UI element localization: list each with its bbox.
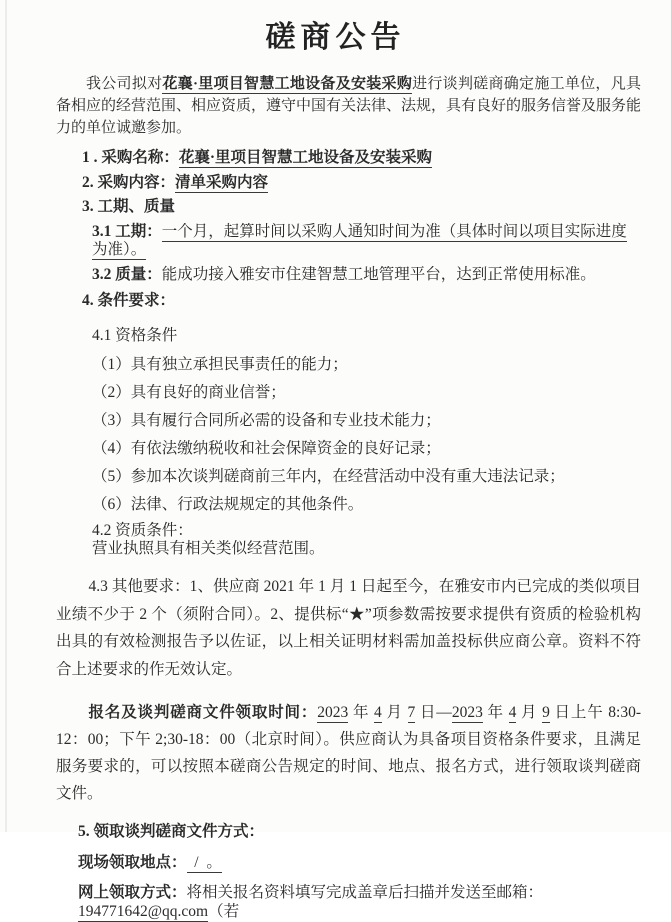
purchase-content-value: 清单采购内容 xyxy=(175,174,269,191)
pickup-end-day: 9 xyxy=(542,703,550,721)
purchase-content-label: 2. 采购内容： xyxy=(82,174,176,191)
intro-post-text: 进行谈判磋商确定施工单位，凡具备相应的经营范围、相应资质，遵守中国有关法律、法规，具有良好的服务信誉及服务能力的单位诚邀参加。 xyxy=(56,76,642,136)
pickup-method-heading: 5. 领取谈判磋商文件方式： xyxy=(78,823,265,840)
credential-value: 营业执照具有相关类似经营范围。 xyxy=(92,540,325,557)
online-pickup-instruction: 将相关报名资料填写完成盖章后扫描并发送至邮箱： xyxy=(186,884,544,901)
onsite-pickup-line xyxy=(56,853,641,872)
quality-item xyxy=(56,266,641,284)
page-title: 磋商公告 xyxy=(265,21,406,54)
pickup-end-month: 4 xyxy=(508,703,517,721)
qualification-item-2: （2）具有良好的商业信誉； xyxy=(92,384,286,401)
quality-value: 能成功接入雅安市住建智慧工地管理平台，达到正常使用标准。 xyxy=(161,266,596,283)
intro-project-name: 花襄·里项目智慧工地设备及安装采购 xyxy=(162,76,413,92)
other-requirements-paragraph xyxy=(56,573,641,683)
credential-heading: 4.2 资质条件： xyxy=(92,522,193,539)
online-pickup-email: 194771642@qq.com xyxy=(78,903,209,920)
qualification-item-6: （6）法律、行政法规规定的其他条件。 xyxy=(92,496,364,513)
purchase-content-item xyxy=(56,173,641,192)
schedule-label: 3.1 工期： xyxy=(92,223,162,240)
pickup-time-label: 报名及谈判磋商文件领取时间： xyxy=(88,703,318,721)
scan-edge-artifact xyxy=(5,0,7,832)
online-pickup-line xyxy=(56,883,641,921)
qualification-item-4: （4）有依法缴纳税收和社会保障资金的良好记录； xyxy=(92,440,441,457)
onsite-pickup-value: / 。 xyxy=(186,854,222,871)
purchase-name-item xyxy=(56,148,641,167)
pickup-time-tail: 日上午 8:30-12：00；下午 2;30-18：00（北京时间）。供应商认为具备项目资格条件要求，且满足服务要求的，可以按照本磋商公告规定的时间、地点、报名方式，进行领取谈判磋商文件。 xyxy=(56,703,641,802)
pickup-start-day: 7 xyxy=(407,703,416,721)
online-pickup-post: （若 xyxy=(208,903,240,920)
purchase-name-value: 花襄·里项目智慧工地设备及安装采购 xyxy=(178,149,433,166)
pickup-text: 月 xyxy=(516,703,543,721)
online-pickup-label: 网上领取方式： xyxy=(78,884,187,901)
qualification-item-1: （1）具有独立承担民事责任的能力； xyxy=(92,356,348,373)
qualification-heading: 4.1 资格条件 xyxy=(92,327,178,344)
pickup-text: 年 xyxy=(348,703,374,721)
pickup-time-paragraph xyxy=(56,699,641,807)
pickup-end-year: 2023 xyxy=(451,703,483,721)
schedule-item xyxy=(56,223,641,259)
pickup-text: 月 xyxy=(381,703,408,721)
schedule-value: 一个月，起算时间以采购人通知时间为准（具体时间以项目实际进度为准）。 xyxy=(92,223,627,258)
other-requirements-label: 4.3 其他要求： xyxy=(88,578,190,595)
pickup-start-month: 4 xyxy=(374,703,382,721)
onsite-pickup-label: 现场领取地点： xyxy=(78,854,187,871)
other-requirements-value: 1、供应商 2021 年 1 月 1 日起至今，在雅安市内已完成的类似项目业绩不少于 2 个（须附合同）。2、提供标“★”项参数需按要求提供有资质的检验机构出具的有效检测报告予以佐证，以上相关证明材料需加盖投标供应商公章。资料不符合上述要求的作无效认定。 xyxy=(56,578,641,678)
qualification-item-3: （3）具有履行合同所必需的设备和专业技术能力； xyxy=(92,412,441,429)
pickup-start-year: 2023 xyxy=(317,703,349,721)
qualification-item-5: （5）参加本次谈判磋商前三年内，在经营活动中没有重大违法记录； xyxy=(92,468,565,485)
schedule-quality-heading: 3. 工期、质量 xyxy=(82,198,176,215)
intro-pre-text: 我公司拟对 xyxy=(86,76,163,92)
intro-paragraph xyxy=(56,73,641,139)
purchase-name-label: 1 . 采购名称： xyxy=(82,149,179,166)
conditions-heading: 4. 条件要求： xyxy=(82,292,176,309)
pickup-text: 日— xyxy=(415,703,452,721)
quality-label: 3.2 质量： xyxy=(92,266,162,283)
pickup-text: 年 xyxy=(482,703,509,721)
